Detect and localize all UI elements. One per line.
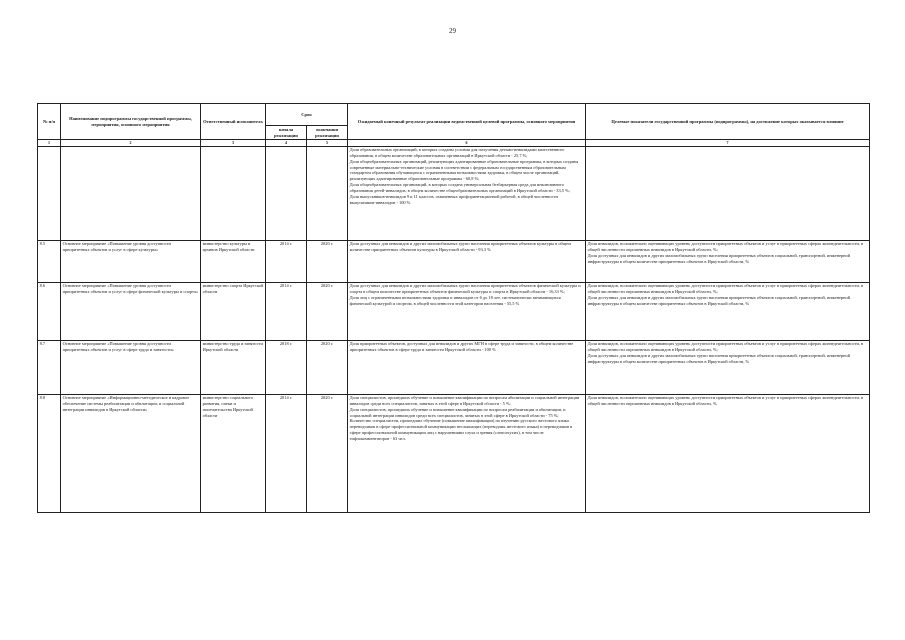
target-line: Доля инвалидов, положительно оценивающих уровень доступности приоритетных объектов и услуг в приоритетных сферах жизнедеятельности, в общей численности опрошенных инвалидов в Иркутской области, %: [587, 395, 864, 407]
target-line: Доля доступных для инвалидов и других маломобильных групп населения приоритетных объектов социальной, транспортной, инженерной инфраструктуры в общем количестве приоритетных объектов в Иркутской области, %: [587, 352, 850, 364]
row-number: 8.7: [38, 340, 61, 394]
row-number: 8.6: [38, 282, 61, 340]
header-targets: Целевые показатели государственной программы (подпрограммы), на достижение которых оказывается влияние: [586, 104, 870, 140]
result-line: Доля образовательных организаций, в которых созданы условия для получения детьми-инвалидами качественного образования, в общем количестве образовательных организаций в Иркутской области - 25,7 %;: [349, 147, 565, 159]
target-line: Доля инвалидов, положительно оценивающих уровень доступности приоритетных объектов и услуг в приоритетных сферах жизнедеятельности, в общей численности опрошенных инвалидов в Иркутской области, %;: [587, 283, 864, 295]
activity-name: Основное мероприятие «Повышение уровня доступности приоритетных объектов и услуг в сфере труда и занятости»: [61, 340, 201, 394]
header-executor: Ответственный исполнитель: [201, 104, 266, 140]
table-row: [38, 340, 870, 394]
result-line: Доля общеобразовательных организаций, реализующих адаптированные образовательные программы, в которых созданы современные материально-технические условия в соответствии с федеральным государственным образовательным стандартом образования обучающихся с ограниченными возможностями здоровья, в общем числе организаций, реализующих адаптированные образовательные программы - 60,8 %;: [349, 158, 579, 182]
row-number: 8.8: [38, 394, 61, 512]
start-year: 2014 г.: [266, 394, 307, 512]
col-number-6: 6: [348, 140, 586, 146]
target-indicators: [586, 240, 870, 282]
result-line: Доля специалистов, прошедших обучение и повышение квалификации по вопросам реабилитации и абилитации, и социальной интеграции инвалидов среди всех специалистов, занятых в этой сфере в Иркутской области - 75 %;: [349, 406, 566, 418]
result-line: Доля доступных для инвалидов и других маломобильных групп населения приоритетных объектов культуры в общем количестве приоритетных объектов культуры в Иркутской области - 93,3 %: [349, 241, 571, 253]
start-year: 2014 г.: [266, 240, 307, 282]
end-year: 2020 г.: [307, 282, 348, 340]
target-line: Доля инвалидов, положительно оценивающих уровень доступности приоритетных объектов и услуг в приоритетных сферах жизнедеятельности, в общей численности опрошенных инвалидов в Иркутской области, %;: [587, 241, 864, 253]
table-row: [38, 282, 870, 340]
responsible-executor: министерство спорта Иркутской области: [201, 282, 266, 340]
result-line: Доля доступных для инвалидов и других маломобильных групп населения приоритетных объектов физической культуры и спорта в общем количестве приоритетных объектов физической культуры и спорта в Иркутской области - 16,33 %;: [349, 283, 581, 295]
responsible-executor: министерство социального развития, опеки и попечительства Иркутской области: [201, 394, 266, 512]
responsible-executor: министерство культуры и архивов Иркутской области: [201, 240, 266, 282]
end-year: 2020 г.: [307, 340, 348, 394]
expected-result: [348, 340, 586, 394]
header-end: окончания реализации: [307, 126, 348, 140]
expected-result: [348, 240, 586, 282]
header-start: начала реализации: [266, 126, 307, 140]
col-number-1: 1: [38, 140, 61, 146]
col-number-2: 2: [61, 140, 201, 146]
result-line: Доля выпускников-инвалидов 9 и 11 классов, охваченных профориентационной работой, в общей численности выпускников-инвалидов - 100 %: [349, 193, 558, 205]
end-year: 2020 г.: [307, 240, 348, 282]
start-year: 2014 г.: [266, 282, 307, 340]
result-line: Доля приоритетных объектов, доступных для инвалидов и других МГН в сфере труда и занятости, в общем количестве приоритетных объектов в сфере труда и занятости Иркутской области - 100 %: [349, 341, 574, 353]
expected-result: [348, 282, 586, 340]
table-row: [38, 146, 870, 240]
result-line: Доля лиц с ограниченными возможностями здоровья и инвалидов от 6 до 18 лет, систематически занимающихся физической культурой и спортом, в общей численности этой категории населения - 55,5 %: [349, 294, 561, 306]
expected-result: [348, 394, 586, 512]
start-year: 2018 г.: [266, 340, 307, 394]
end-year: [307, 146, 348, 240]
responsible-executor: [201, 146, 266, 240]
start-year: [266, 146, 307, 240]
col-number-3: 3: [201, 140, 266, 146]
table-row: [38, 394, 870, 512]
end-year: 2020 г.: [307, 394, 348, 512]
col-number-4: 4: [266, 140, 307, 146]
program-activities-table: [37, 103, 870, 513]
result-line: Доля общеобразовательных организаций, в которых создана универсальная безбарьерная среда для инклюзивного образования детей-инвалидов, в общем количестве общеобразовательных организаций в Иркутской области - 33,5 %;: [349, 182, 570, 193]
header-term: Срок: [266, 104, 348, 126]
target-indicators: [586, 146, 870, 240]
activity-name: [61, 146, 201, 240]
activity-name: Основное мероприятие «Повышение уровня доступности приоритетных объектов и услуг в сфере физической культуры и спорта»: [61, 282, 201, 340]
row-number: 8.5: [38, 240, 61, 282]
col-number-7: 7: [586, 140, 870, 146]
header-result: Ожидаемый конечный результат реализации ведомственной целевой программы, основного мероприятия: [348, 104, 586, 140]
target-indicators: [586, 394, 870, 512]
page-number: 29: [449, 27, 456, 35]
result-line: Количество специалистов, прошедших обучение (повышение квалификации) по изучению русского жестового языка переводчиков в сфере профессиональной коммуникации неслышащих (переводчик жестового языка) и переводчиков в сфере профессиональной коммуникации лиц с нарушениями слуха и зрения (слепоглухих), в том числе тифлокомментаторов - 63 чел.: [349, 418, 573, 441]
table-row: [38, 240, 870, 282]
col-number-5: 5: [307, 140, 348, 146]
target-line: Доля доступных для инвалидов и других маломобильных групп населения приоритетных объектов социальной, транспортной, инженерной инфраструктуры в общем количестве приоритетных объектов в Иркутской области, %: [587, 294, 850, 306]
responsible-executor: министерство труда и занятости Иркутской области: [201, 340, 266, 394]
target-line: Доля инвалидов, положительно оценивающих уровень доступности приоритетных объектов и услуг в приоритетных сферах жизнедеятельности, в общей численности опрошенных инвалидов в Иркутской области, %;: [587, 341, 864, 353]
activity-name: Основное мероприятие «Информационно-методическое и кадровое обеспечение системы реабилитации и абилитации, и социальной интеграции инвалидов в Иркутской области»: [61, 394, 201, 512]
header-name: Наименование подпрограммы государственной программы, мероприятия, основного мероприятия: [61, 104, 201, 140]
target-line: Доля доступных для инвалидов и других маломобильных групп населения приоритетных объектов социальной, транспортной, инженерной инфраструктуры в общем количестве приоритетных объектов в Иркутской области, %: [587, 252, 850, 264]
activity-name: Основное мероприятие «Повышение уровня доступности приоритетных объектов и услуг в сфере культуры»: [61, 240, 201, 282]
target-indicators: [586, 340, 870, 394]
target-indicators: [586, 282, 870, 340]
expected-result: [348, 146, 586, 240]
result-line: Доля специалистов, прошедших обучение и повышение квалификации по вопросам абилитации и социальной интеграции инвалидов среди всех специалистов, занятых в этой сфере в Иркутской области - 5 %;: [349, 395, 580, 407]
row-number: [38, 146, 61, 240]
header-number: № п/п: [38, 104, 61, 140]
